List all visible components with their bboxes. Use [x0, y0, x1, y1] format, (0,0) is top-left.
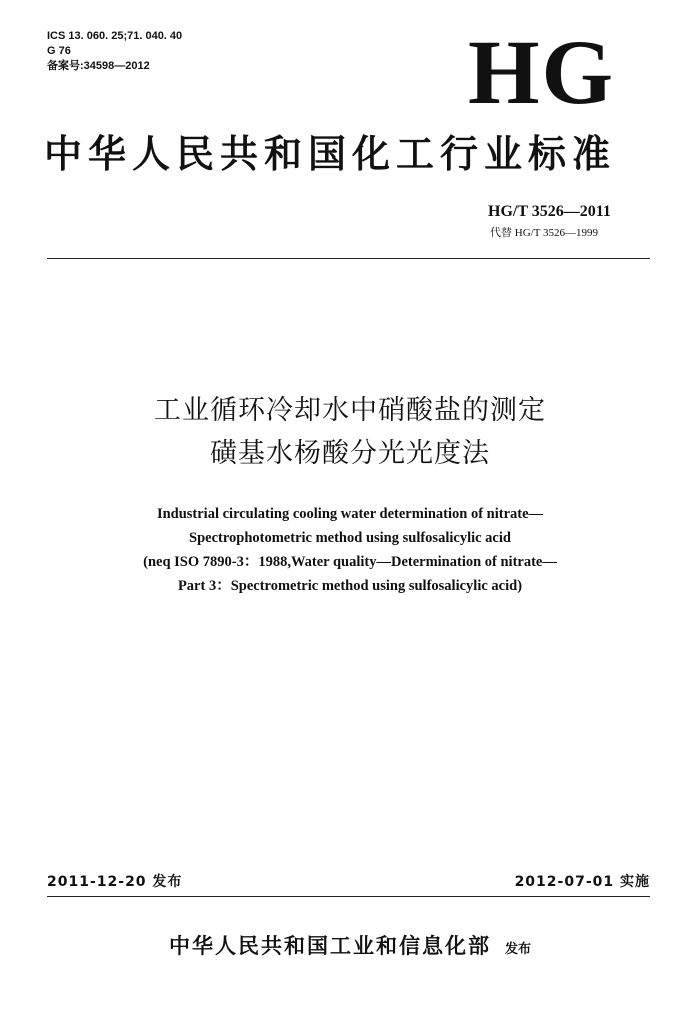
english-title-line: Spectrophotometric method using sulfosalicylic acid	[189, 530, 511, 546]
issuer-action: 发布	[504, 942, 531, 957]
bottom-divider	[47, 896, 650, 897]
english-title-line: (neq ISO 7890-3：1988,Water quality—Determination of nitrate—	[143, 554, 557, 570]
standard-category-title: 中华人民共和国化工行业标准	[44, 132, 617, 176]
top-divider	[47, 258, 650, 259]
chinese-title-line-1: 工业循环冷却水中硝酸盐的测定	[154, 395, 546, 426]
chinese-title-line-2: 磺基水杨酸分光光度法	[210, 438, 490, 469]
issuer-name: 中华人民共和国工业和信息化部	[168, 934, 491, 958]
ics-code: ICS 13. 060. 25;71. 040. 40	[47, 30, 183, 42]
replaces-standard: 代替 HG/T 3526—1999	[490, 227, 598, 239]
issuer-line	[0, 930, 700, 960]
publish-date: 2011-12-20 发布	[47, 874, 183, 890]
classification-code: G 76	[47, 45, 71, 57]
standard-code: HG/T 3526—2011	[488, 203, 611, 220]
implement-date: 2012-07-01 实施	[514, 874, 650, 890]
english-title	[0, 502, 700, 598]
hg-logo: HG	[468, 21, 616, 123]
filing-number: 备案号:34598—2012	[47, 60, 150, 72]
document-metadata	[47, 29, 182, 74]
english-title-line: Part 3：Spectrometric method using sulfosalicylic acid)	[177, 578, 523, 594]
english-title-line: Industrial circulating cooling water determination of nitrate—	[156, 506, 544, 522]
